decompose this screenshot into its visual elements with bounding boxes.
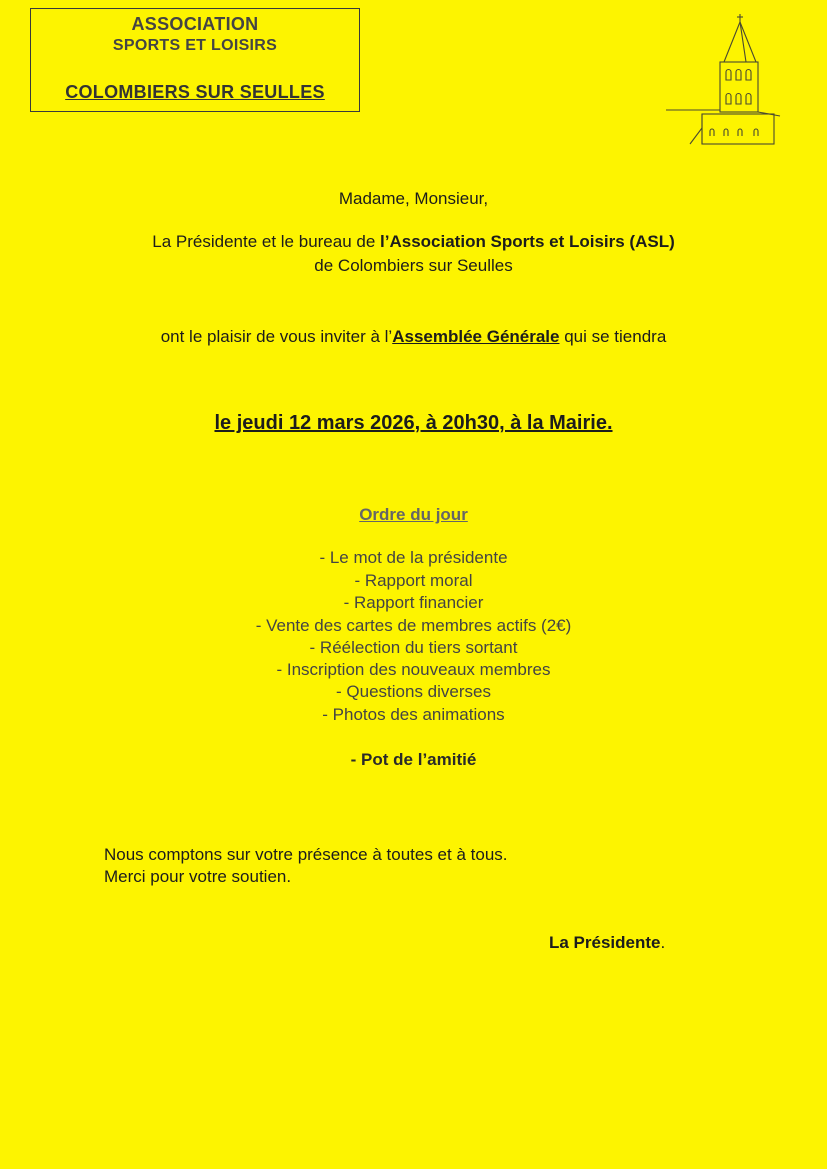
association-name: l’Association Sports et Loisirs (ASL) — [380, 232, 675, 251]
assembly-name: Assemblée Générale — [392, 327, 560, 346]
signature — [549, 933, 665, 953]
meeting-date: le jeudi 12 mars 2026, à 20h30, à la Mairie. — [214, 412, 613, 434]
association-header-box — [30, 8, 360, 112]
agenda-item: - Rapport moral — [354, 571, 473, 590]
agenda-item: - Réélection du tiers sortant — [309, 638, 518, 657]
location-line: de Colombiers sur Seulles — [314, 256, 513, 275]
agenda-item: - Le mot de la présidente — [319, 548, 508, 567]
header-association: ASSOCIATION — [131, 14, 259, 34]
president-line-prefix: La Présidente et le bureau de — [152, 232, 381, 251]
pot-amitie: - Pot de l’amitié — [350, 750, 477, 769]
president-line — [0, 232, 827, 252]
signature-dot: . — [660, 933, 666, 952]
header-town: COLOMBIERS SUR SEULLES — [65, 82, 325, 102]
header-sports-loisirs: SPORTS ET LOISIRS — [112, 37, 278, 54]
agenda-item: - Questions diverses — [336, 682, 491, 701]
agenda-item: - Photos des animations — [322, 705, 505, 724]
invite-suffix: qui se tiendra — [559, 327, 667, 346]
invite-prefix: ont le plaisir de vous inviter à l’ — [160, 327, 393, 346]
invite-line — [0, 327, 827, 347]
signature-name: La Présidente — [549, 933, 661, 952]
agenda-item: - Inscription des nouveaux membres — [276, 660, 551, 679]
closing-thanks: Merci pour votre soutien. — [104, 867, 292, 886]
church-tower-icon — [662, 10, 784, 150]
agenda-title: Ordre du jour — [359, 505, 468, 524]
closing-presence: Nous comptons sur votre présence à toutes et à tous. — [104, 845, 508, 864]
agenda-item: - Rapport financier — [343, 593, 484, 612]
agenda-item: - Vente des cartes de membres actifs (2€) — [255, 616, 572, 635]
greeting: Madame, Monsieur, — [338, 189, 489, 208]
